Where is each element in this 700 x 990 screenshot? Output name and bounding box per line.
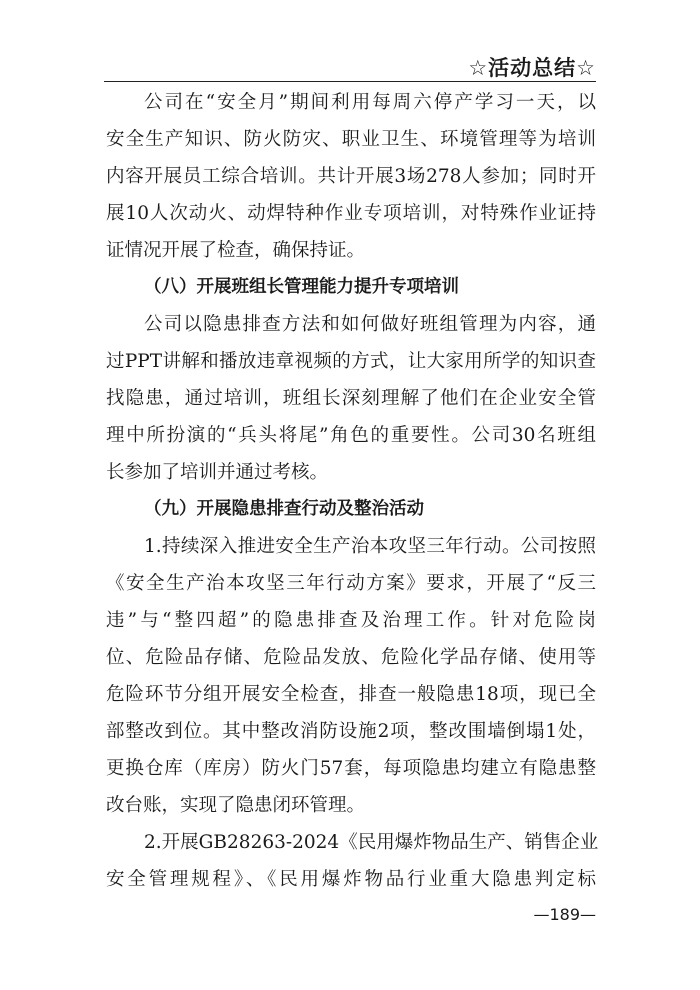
body-text-line: 展10人次动火、动焊特种作业专项培训，对特殊作业证持	[106, 203, 596, 224]
body-text-line: 过PPT讲解和播放违章视频的方式，让大家用所学的知识查	[106, 351, 596, 372]
body-text-line: 安全生产知识、防火防灾、职业卫生、环境管理等为培训	[106, 129, 596, 150]
page-header-title: ☆活动总结☆	[468, 56, 596, 80]
section-heading: （八）开展班组长管理能力提升专项培训	[144, 277, 459, 297]
body-text-line: 公司以隐患排查方法和如何做好班组管理为内容，通	[144, 314, 596, 335]
body-text-line: 理中所扮演的“兵头将尾”角色的重要性。公司30名班组	[106, 425, 596, 446]
page-number: —189—	[533, 905, 596, 924]
body-text-line: 1.持续深入推进安全生产治本攻坚三年行动。公司按照	[144, 536, 596, 557]
body-text-line: 违”与“整四超”的隐患排查及治理工作。针对危险岗	[106, 610, 596, 631]
body-text-line: 危险环节分组开展安全检查，排查一般隐患18项，现已全	[106, 684, 596, 705]
body-text-line: 公司在“安全月”期间利用每周六停产学习一天，以	[144, 92, 596, 113]
body-text-line: 2.开展GB28263-2024《民用爆炸物品生产、销售企业	[144, 832, 599, 853]
body-text-line: 更换仓库（库房）防火门57套，每项隐患均建立有隐患整	[106, 758, 596, 779]
body-text-line: 证情况开展了检查，确保持证。	[106, 240, 366, 261]
body-text-line: 安全管理规程》、《民用爆炸物品行业重大隐患判定标	[106, 869, 596, 890]
body-text-line: 找隐患，通过培训，班组长深刻理解了他们在企业安全管	[106, 388, 596, 409]
section-heading: （九）开展隐患排查行动及整治活动	[144, 499, 424, 519]
body-text-line: 长参加了培训并通过考核。	[106, 462, 329, 483]
body-text-line: 内容开展员工综合培训。共计开展3场278人参加；同时开	[106, 166, 596, 187]
document-body	[106, 84, 599, 898]
body-text-line: 位、危险品存储、危险品发放、危险化学品存储、使用等	[106, 647, 596, 668]
body-text-line: 《安全生产治本攻坚三年行动方案》要求，开展了“反三	[106, 573, 596, 594]
body-text-line: 部整改到位。其中整改消防设施2项，整改围墙倒塌1处，	[106, 721, 596, 742]
body-text-line: 改台账，实现了隐患闭环管理。	[106, 795, 366, 816]
header-divider	[104, 81, 596, 82]
